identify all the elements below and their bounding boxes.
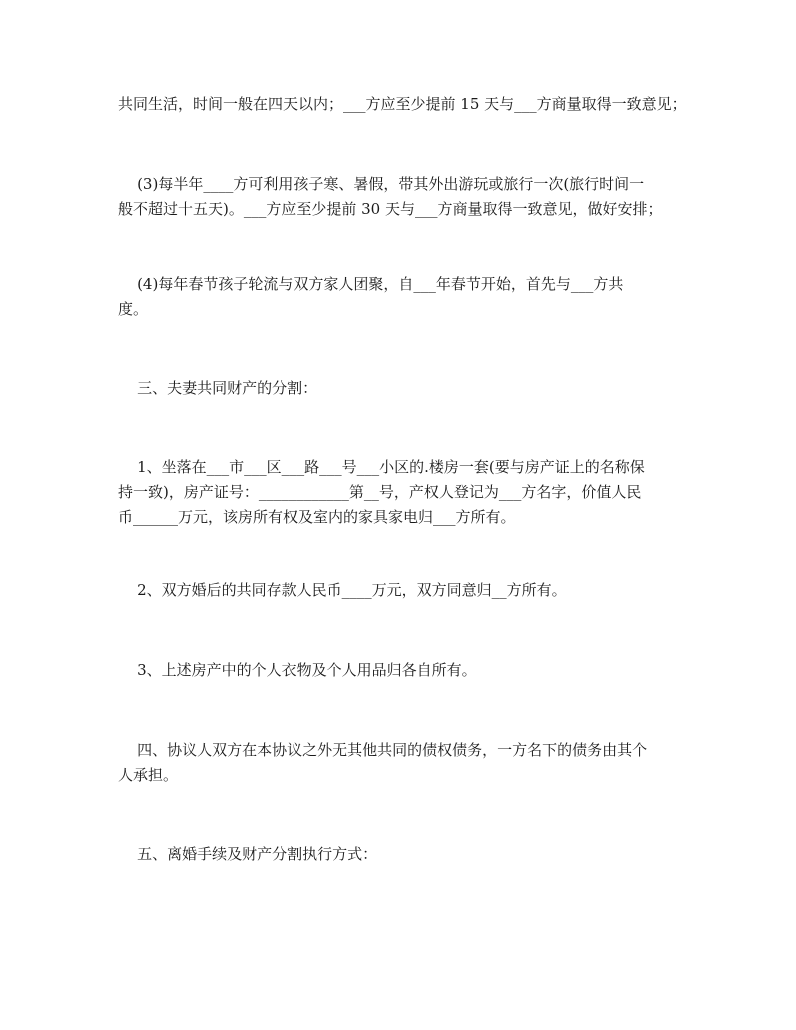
text-line: (4)每年春节孩子轮流与双方家人团聚，自___年春节开始，首先与___方共 xyxy=(118,275,624,293)
section-heading-debts xyxy=(118,738,688,788)
text-line: 度。 xyxy=(118,300,149,318)
text-line: 四、协议人双方在本协议之外无其他共同的债权债务，一方名下的债务由其个 xyxy=(118,741,648,759)
paragraph-house xyxy=(118,455,688,530)
text-line: 般不超过十五天)。___方应至少提前 30 天与___方商量取得一致意见，做好安排； xyxy=(118,200,663,218)
text-line: 三、夫妻共同财产的分割： xyxy=(118,379,318,397)
text-line: 2、双方婚后的共同存款人民币____万元，双方同意归__方所有。 xyxy=(118,581,567,599)
section-heading-property xyxy=(118,376,688,401)
text-line: 币______万元，该房所有权及室内的家具家电归___方所有。 xyxy=(118,508,516,526)
paragraph-savings xyxy=(118,578,688,603)
section-heading-execution xyxy=(118,842,688,867)
text-line: 人承担。 xyxy=(118,766,179,784)
text-line: 1、坐落在___市___区___路___号___小区的.楼房一套(要与房产证上的名称保 xyxy=(118,458,645,476)
text-line: 持一致)，房产证号：____________第__号，产权人登记为___方名字，价值人民 xyxy=(118,483,642,501)
text-line: (3)每半年____方可利用孩子寒、暑假，带其外出游玩或旅行一次(旅行时间一 xyxy=(118,175,645,193)
paragraph-visitation-semiannual xyxy=(118,172,688,222)
text-line: 3、上述房产中的个人衣物及个人用品归各自所有。 xyxy=(118,661,477,679)
paragraph-spring-festival xyxy=(118,272,688,322)
text-line: 共同生活，时间一般在四天以内；___方应至少提前 15 天与___方商量取得一致意见； xyxy=(118,95,687,113)
paragraph-personal-items xyxy=(118,658,688,683)
text-line: 五、离婚手续及财产分割执行方式： xyxy=(118,845,378,863)
paragraph-visitation-weekly xyxy=(118,92,688,117)
